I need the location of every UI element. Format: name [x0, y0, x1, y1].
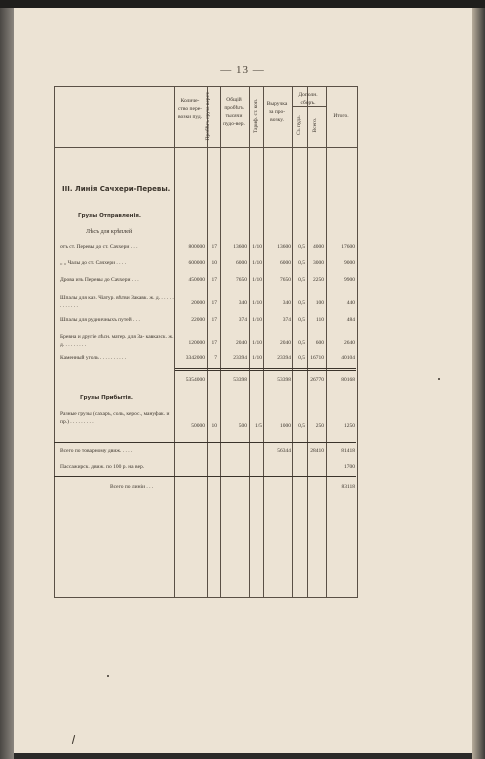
goods-total-revenue: 56344	[277, 448, 291, 454]
header-result: Итого.	[333, 113, 349, 119]
cell-revenue: 340	[282, 300, 291, 306]
cell-dist: 17	[211, 300, 217, 306]
book-binding-left	[0, 8, 14, 759]
row-label: „ „ Чалы до ст. Сачхери . . . .	[60, 260, 127, 266]
goods-total-total: 81418	[341, 448, 355, 454]
cell-extra: 100	[315, 300, 324, 306]
row-label: Разные грузы (сахаръ, соль, керос., мануфак. и пр.) . . . . . . . . .	[60, 411, 170, 425]
cell-run: 13600	[233, 244, 247, 250]
cell-qty: 800000	[188, 244, 205, 250]
cell-revenue: 6000	[280, 260, 291, 266]
line-total-total: 83118	[341, 484, 355, 490]
cell-extra: 600	[315, 340, 324, 346]
cell-dist: 10	[211, 423, 217, 429]
subtotal-total: 80168	[341, 377, 355, 383]
cell-qty: 600000	[188, 260, 205, 266]
cell-extra: 16710	[310, 355, 324, 361]
header-extra-fee: Дополн. сборъ.	[298, 92, 318, 106]
cell-tariff: 1/10	[252, 355, 262, 361]
section-title: III. Линія Сачхери-Перевы.	[62, 185, 171, 193]
cell-run: 340	[238, 300, 247, 306]
cell-qty: 120000	[188, 340, 205, 346]
ink-speck	[438, 378, 440, 380]
timber-title: Лѣсъ для крѣплей	[86, 229, 133, 235]
cell-extra-per: 0,5	[298, 340, 305, 346]
cell-tariff: 1/10	[252, 244, 262, 250]
cell-revenue: 7650	[280, 277, 291, 283]
passenger-total: 1700	[344, 464, 355, 470]
cell-total: 9900	[344, 277, 355, 283]
line-total-label: Всего по линіи . . .	[110, 484, 154, 490]
cell-extra-per: 0,5	[298, 260, 305, 266]
dispatch-title: Грузы Отправленія.	[78, 213, 141, 219]
subtotal-rule	[175, 368, 356, 369]
cell-extra-per: 0,5	[298, 355, 305, 361]
row-label: Шпалы для каз. Чіатур. вѣтви Закавк. ж. д. . . . . . . . . . . . .	[60, 295, 174, 309]
cell-qty: 22000	[191, 317, 205, 323]
total-rule	[54, 442, 356, 443]
line-total-rule	[54, 476, 356, 477]
cell-total: 440	[346, 300, 355, 306]
cell-revenue: 2040	[280, 340, 291, 346]
cell-extra-per: 0,5	[298, 300, 305, 306]
cell-extra-per: 0,5	[298, 244, 305, 250]
cell-tariff: 1/10	[252, 277, 262, 283]
cell-dist: 7	[214, 355, 217, 361]
subtotal-extra: 26770	[310, 377, 324, 383]
cell-run: 7650	[236, 277, 247, 283]
cell-extra: 2250	[313, 277, 324, 283]
goods-total-label: Всего по товарному движ. . . . .	[60, 448, 133, 454]
row-label: Дрова изъ Перевы до Сачхери . . .	[60, 277, 139, 283]
header-distance: Пробѣгъ груза верст.	[205, 91, 211, 141]
header-tariff: Тариф. ст. коп.	[253, 98, 259, 134]
row-label: Шпалы для рудничныхъ путей . . .	[60, 317, 140, 323]
cell-run: 2040	[236, 340, 247, 346]
header-extra-per-pood: Съ пуда.	[296, 115, 302, 135]
subtotal-qty: 5354000	[185, 377, 205, 383]
cell-extra: 110	[315, 317, 324, 323]
book-edge-right	[472, 8, 485, 759]
cell-dist: 17	[211, 244, 217, 250]
cell-qty: 450000	[188, 277, 205, 283]
cell-total: 2640	[344, 340, 355, 346]
passenger-label: Пассажирск. движ. по 100 р. на вер.	[60, 464, 145, 470]
cell-revenue: 374	[282, 317, 291, 323]
subtotal-run: 53398	[233, 377, 247, 383]
header-revenue: Выручка за про- возку.	[266, 101, 288, 123]
header-rule	[55, 147, 357, 148]
cell-dist: 17	[211, 277, 217, 283]
cell-dist: 17	[211, 317, 217, 323]
cell-extra: 250	[315, 423, 324, 429]
cell-tariff: 1/10	[252, 317, 262, 323]
top-strip	[0, 0, 485, 8]
cell-qty: 50000	[191, 423, 205, 429]
cell-total: 1250	[344, 423, 355, 429]
cell-total: 40104	[341, 355, 355, 361]
cell-revenue: 13600	[277, 244, 291, 250]
header-quantity: Количе- ство пере- возки пуд.	[178, 98, 202, 120]
cell-total: 17600	[341, 244, 355, 250]
cell-run: 23394	[233, 355, 247, 361]
cell-qty: 20000	[191, 300, 205, 306]
cell-tariff: 1/5	[254, 423, 262, 429]
cell-total: 484	[346, 317, 355, 323]
cell-dist: 17	[211, 340, 217, 346]
row-label: отъ ст. Перевы до ст. Сачхери . . .	[60, 244, 138, 250]
cell-extra-per: 0,5	[298, 423, 305, 429]
cell-tariff: 1/10	[252, 300, 262, 306]
cell-extra-per: 0,5	[298, 317, 305, 323]
cell-revenue: 1000	[280, 423, 291, 429]
cell-run: 6000	[236, 260, 247, 266]
cell-extra-per: 0,5	[298, 277, 305, 283]
cell-run: 374	[238, 317, 247, 323]
cell-tariff: 1/10	[252, 260, 262, 266]
cell-qty: 3342000	[185, 355, 205, 361]
cell-extra: 4000	[313, 244, 324, 250]
page-number: — 13 —	[220, 64, 265, 76]
cell-revenue: 23394	[277, 355, 291, 361]
subtotal-rule	[175, 370, 356, 371]
arrival-title: Грузы Прибытія.	[80, 395, 134, 401]
row-label: Каменный уголь . . . . . . . . . .	[60, 355, 127, 361]
cell-run: 500	[238, 423, 247, 429]
cell-total: 9000	[344, 260, 355, 266]
cell-dist: 10	[211, 260, 217, 266]
header-extra-total: Всего.	[312, 117, 318, 133]
subtotal-revenue: 53398	[277, 377, 291, 383]
row-label: Бревна и другіе лѣсн. матер. для За- кавказск. ж. д. . . . . . . . .	[60, 334, 174, 348]
ink-speck	[107, 675, 109, 677]
goods-total-extra: 28410	[310, 448, 324, 454]
cell-tariff: 1/10	[252, 340, 262, 346]
header-total-run: Общій пробѣгъ тысячи пудо-вер.	[223, 97, 245, 127]
cell-extra: 3000	[313, 260, 324, 266]
